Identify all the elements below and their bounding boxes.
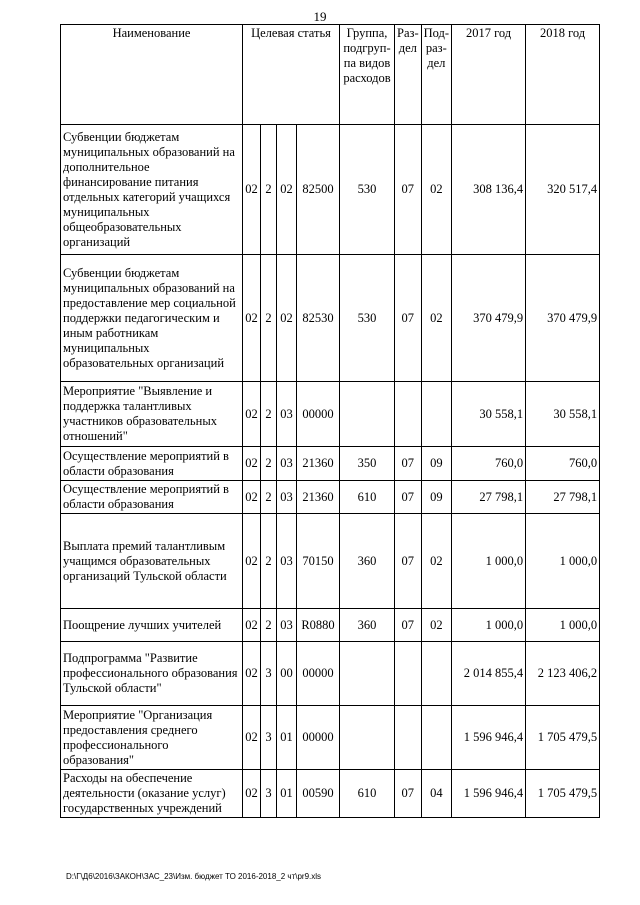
amount-2017: 27 798,1 bbox=[452, 481, 526, 514]
amount-2018: 27 798,1 bbox=[526, 481, 600, 514]
article-code: 70150 bbox=[297, 514, 340, 609]
subsection bbox=[421, 642, 451, 706]
row-name: Осуществление мероприятий в области образования bbox=[61, 481, 243, 514]
subsection: 02 bbox=[421, 609, 451, 642]
article-code: 82530 bbox=[297, 255, 340, 382]
table-row bbox=[61, 481, 600, 514]
expense-group: 610 bbox=[340, 481, 395, 514]
article-code: 00590 bbox=[297, 770, 340, 818]
file-path-footer: D:\Г\Д6\2016\ЗАКОН\ЗАС_23\Изм. бюджет ТО 2016-2018_2 чт\pr9.xls bbox=[66, 872, 322, 881]
section: 07 bbox=[395, 481, 422, 514]
expense-group: 360 bbox=[340, 514, 395, 609]
table-row bbox=[61, 706, 600, 770]
article-event: 03 bbox=[277, 609, 297, 642]
expense-group bbox=[340, 642, 395, 706]
row-name: Выплата премий талантливым учащимся образовательных организаций Тульской области bbox=[61, 514, 243, 609]
article-subprogram: 2 bbox=[261, 447, 277, 481]
article-subprogram: 2 bbox=[261, 481, 277, 514]
table-row bbox=[61, 770, 600, 818]
subsection: 09 bbox=[421, 447, 451, 481]
amount-2017: 2 014 855,4 bbox=[452, 642, 526, 706]
table-row bbox=[61, 255, 600, 382]
section bbox=[395, 706, 422, 770]
header-section: Раз-дел bbox=[395, 25, 422, 125]
amount-2017: 30 558,1 bbox=[452, 382, 526, 447]
amount-2018: 760,0 bbox=[526, 447, 600, 481]
article-subprogram: 2 bbox=[261, 255, 277, 382]
row-name: Подпрограмма "Развитие профессионального образования Тульской области" bbox=[61, 642, 243, 706]
article-subprogram: 3 bbox=[261, 642, 277, 706]
table-header-row bbox=[61, 25, 600, 125]
amount-2018: 1 705 479,5 bbox=[526, 770, 600, 818]
expense-group bbox=[340, 706, 395, 770]
article-code: 00000 bbox=[297, 382, 340, 447]
header-group: Группа, подгруп-па видов расходов bbox=[340, 25, 395, 125]
table-row bbox=[61, 642, 600, 706]
article-subprogram: 2 bbox=[261, 609, 277, 642]
article-program: 02 bbox=[243, 481, 261, 514]
amount-2017: 1 000,0 bbox=[452, 609, 526, 642]
expense-group: 530 bbox=[340, 125, 395, 255]
expense-group: 360 bbox=[340, 609, 395, 642]
header-subsection: Под-раз-дел bbox=[421, 25, 451, 125]
article-event: 03 bbox=[277, 481, 297, 514]
amount-2017: 1 596 946,4 bbox=[452, 706, 526, 770]
amount-2017: 370 479,9 bbox=[452, 255, 526, 382]
article-subprogram: 2 bbox=[261, 514, 277, 609]
article-program: 02 bbox=[243, 514, 261, 609]
article-code: R0880 bbox=[297, 609, 340, 642]
amount-2018: 320 517,4 bbox=[526, 125, 600, 255]
article-event: 01 bbox=[277, 770, 297, 818]
article-program: 02 bbox=[243, 382, 261, 447]
table-row bbox=[61, 125, 600, 255]
article-event: 03 bbox=[277, 382, 297, 447]
budget-table bbox=[60, 24, 600, 818]
amount-2018: 2 123 406,2 bbox=[526, 642, 600, 706]
row-name: Мероприятие "Организация предоставления среднего профессионального образования" bbox=[61, 706, 243, 770]
subsection bbox=[421, 706, 451, 770]
article-program: 02 bbox=[243, 447, 261, 481]
expense-group: 610 bbox=[340, 770, 395, 818]
article-program: 02 bbox=[243, 125, 261, 255]
amount-2017: 1 000,0 bbox=[452, 514, 526, 609]
subsection: 04 bbox=[421, 770, 451, 818]
header-year-2017: 2017 год bbox=[452, 25, 526, 125]
article-subprogram: 3 bbox=[261, 770, 277, 818]
page-number: 19 bbox=[313, 9, 327, 24]
row-name: Осуществление мероприятий в области образования bbox=[61, 447, 243, 481]
article-subprogram: 3 bbox=[261, 706, 277, 770]
table-row bbox=[61, 609, 600, 642]
table-row bbox=[61, 514, 600, 609]
article-program: 02 bbox=[243, 255, 261, 382]
article-code: 21360 bbox=[297, 447, 340, 481]
expense-group: 530 bbox=[340, 255, 395, 382]
subsection bbox=[421, 382, 451, 447]
article-code: 00000 bbox=[297, 642, 340, 706]
amount-2018: 1 000,0 bbox=[526, 514, 600, 609]
section: 07 bbox=[395, 255, 422, 382]
section: 07 bbox=[395, 514, 422, 609]
expense-group: 350 bbox=[340, 447, 395, 481]
amount-2017: 308 136,4 bbox=[452, 125, 526, 255]
header-target-article: Целевая статья bbox=[243, 25, 340, 125]
row-name: Поощрение лучших учителей bbox=[61, 609, 243, 642]
row-name: Субвенции бюджетам муниципальных образований на предоставление мер социальной поддержки педагогическим и иным работникам муниципальных образовательных организаций bbox=[61, 255, 243, 382]
header-year-2018: 2018 год bbox=[526, 25, 600, 125]
row-name: Субвенции бюджетам муниципальных образований на дополнительное финансирование питания отдельных категорий учащихся муниципальных общеобразовательных организаций bbox=[61, 125, 243, 255]
row-name: Расходы на обеспечение деятельности (оказание услуг) государственных учреждений bbox=[61, 770, 243, 818]
amount-2018: 370 479,9 bbox=[526, 255, 600, 382]
section: 07 bbox=[395, 770, 422, 818]
article-subprogram: 2 bbox=[261, 382, 277, 447]
section bbox=[395, 642, 422, 706]
subsection: 02 bbox=[421, 255, 451, 382]
section: 07 bbox=[395, 609, 422, 642]
subsection: 02 bbox=[421, 125, 451, 255]
article-event: 03 bbox=[277, 447, 297, 481]
article-event: 01 bbox=[277, 706, 297, 770]
amount-2018: 1 705 479,5 bbox=[526, 706, 600, 770]
article-program: 02 bbox=[243, 642, 261, 706]
table-row bbox=[61, 447, 600, 481]
article-event: 02 bbox=[277, 125, 297, 255]
header-name: Наименование bbox=[61, 25, 243, 125]
article-code: 21360 bbox=[297, 481, 340, 514]
subsection: 09 bbox=[421, 481, 451, 514]
section: 07 bbox=[395, 125, 422, 255]
article-program: 02 bbox=[243, 770, 261, 818]
article-event: 00 bbox=[277, 642, 297, 706]
article-program: 02 bbox=[243, 706, 261, 770]
amount-2017: 1 596 946,4 bbox=[452, 770, 526, 818]
amount-2018: 30 558,1 bbox=[526, 382, 600, 447]
article-event: 02 bbox=[277, 255, 297, 382]
section: 07 bbox=[395, 447, 422, 481]
article-code: 00000 bbox=[297, 706, 340, 770]
section bbox=[395, 382, 422, 447]
article-event: 03 bbox=[277, 514, 297, 609]
expense-group bbox=[340, 382, 395, 447]
amount-2017: 760,0 bbox=[452, 447, 526, 481]
article-code: 82500 bbox=[297, 125, 340, 255]
article-program: 02 bbox=[243, 609, 261, 642]
article-subprogram: 2 bbox=[261, 125, 277, 255]
row-name: Мероприятие "Выявление и поддержка талантливых участников образовательных отношений" bbox=[61, 382, 243, 447]
amount-2018: 1 000,0 bbox=[526, 609, 600, 642]
table-row bbox=[61, 382, 600, 447]
subsection: 02 bbox=[421, 514, 451, 609]
